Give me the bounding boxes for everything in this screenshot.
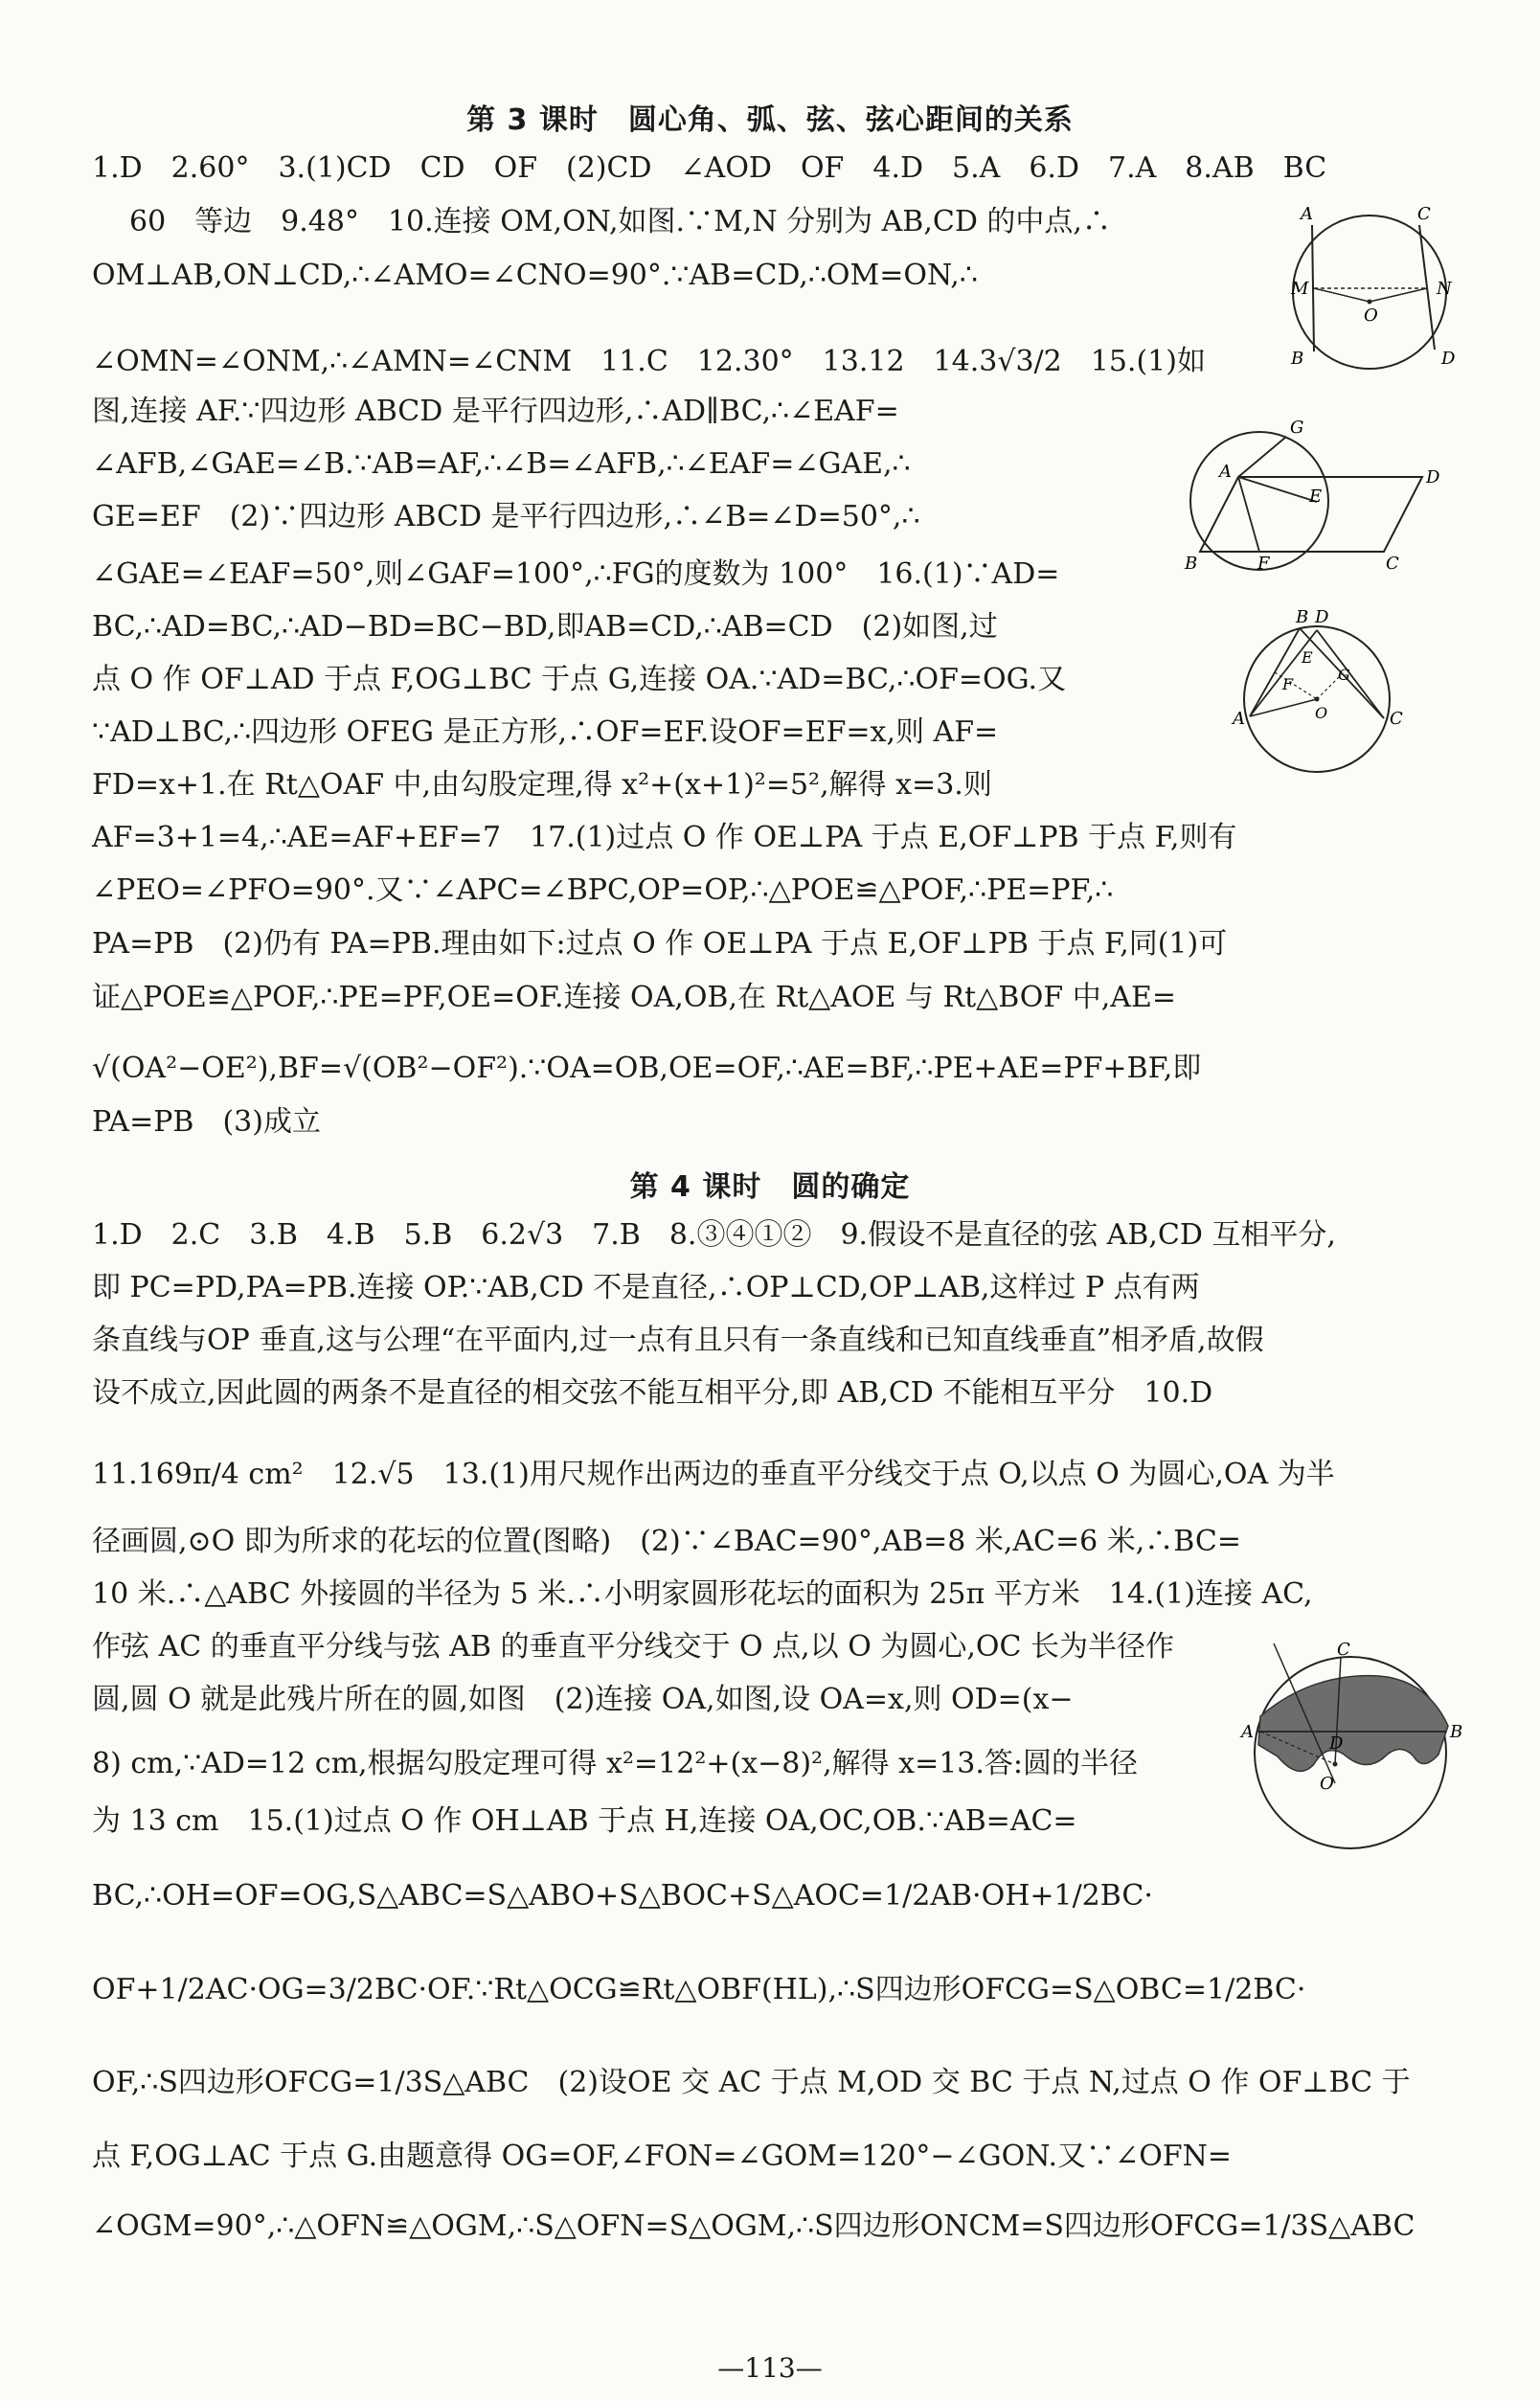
answer-line: 为 13 cm 15.(1)过点 O 作 OH⊥AB 于点 H,连接 OA,OC,OB.∵AB=AC=	[92, 1804, 1077, 1838]
answer-line: PA=PB (2)仍有 PA=PB.理由如下:过点 O 作 OE⊥PA 于点 E,OF⊥PB 于点 F,同(1)可	[92, 927, 1228, 961]
fig3-label: F	[1282, 675, 1294, 693]
answer-line: 10 米.∴△ABC 外接圆的半径为 5 米.∴小明家圆形花坛的面积为 25π 平方米 14.(1)连接 AC,	[92, 1577, 1313, 1611]
answer-line: PA=PB (3)成立	[92, 1105, 321, 1139]
answer-line: √(OA²−OE²),BF=√(OB²−OF²).∵OA=OB,OE=OF,∴AE=BF,∴PE+AE=PF+BF,即	[92, 1052, 1202, 1085]
fig3-label: G	[1338, 666, 1350, 684]
figure-circle-chords	[1274, 196, 1465, 378]
answer-line: 圆,圆 O 就是此残片所在的圆,如图 (2)连接 OA,如图,设 OA=x,则 OD=(x−	[92, 1683, 1074, 1716]
fig3-label: A	[1233, 709, 1245, 729]
fig2-label: A	[1219, 462, 1232, 482]
answer-line: 证△POE≌△POF,∴PE=PF,OE=OF.连接 OA,OB,在 Rt△AOE 与 Rt△BOF 中,AE=	[92, 981, 1176, 1014]
fig3-label: B	[1296, 607, 1309, 627]
figure-broken-circle-fragment	[1235, 1638, 1465, 1858]
fig2-label: E	[1309, 487, 1323, 507]
answer-line: 条直线与OP 垂直,这与公理“在平面内,过一点有且只有一条直线和已知直线垂直”相矛盾,故假	[92, 1324, 1264, 1357]
answer-line: ∵AD⊥BC,∴四边形 OFEG 是正方形,∴OF=EF.设OF=EF=x,则 AF=	[92, 715, 999, 749]
answer-line: 作弦 AC 的垂直平分线与弦 AB 的垂直平分线交于 O 点,以 O 为圆心,OC 长为半径作	[92, 1630, 1174, 1664]
fig2-label: G	[1290, 418, 1304, 438]
figure-parallelogram-circle	[1164, 410, 1441, 573]
fig2-label: B	[1185, 554, 1198, 573]
fig4-label: B	[1450, 1722, 1463, 1742]
fig4-label: C	[1337, 1640, 1350, 1660]
page-number: —113—	[717, 2352, 823, 2384]
fig3-label: C	[1390, 709, 1403, 729]
fig1-label: B	[1291, 349, 1304, 369]
fig1-label: N	[1437, 279, 1452, 299]
fig3-label: O	[1315, 704, 1328, 722]
answer-line: 图,连接 AF.∵四边形 ABCD 是平行四边形,∴AD∥BC,∴∠EAF=	[92, 395, 899, 428]
answer-line: 1.D 2.C 3.B 4.B 5.B 6.2√3 7.B 8.③④①② 9.假设不是直径的弦 AB,CD 互相平分,	[92, 1218, 1336, 1252]
fig2-label: C	[1386, 554, 1399, 573]
section-4-title: 第 4 课时 圆的确定	[629, 1170, 911, 1204]
fig4-label: D	[1329, 1733, 1344, 1754]
fig3-label: E	[1302, 648, 1313, 667]
answer-line: 11.169π/4 cm² 12.√5 13.(1)用尺规作出两边的垂直平分线交于点 O,以点 O 为圆心,OA 为半	[92, 1458, 1335, 1491]
answer-line: BC,∴OH=OF=OG,S△ABC=S△ABO+S△BOC+S△AOC=1/2AB·OH+1/2BC·	[92, 1879, 1153, 1913]
answer-line: 点 O 作 OF⊥AD 于点 F,OG⊥BC 于点 G,连接 OA.∵AD=BC,∴OF=OG.又	[92, 663, 1067, 696]
answer-line: OF+1/2AC·OG=3/2BC·OF.∵Rt△OCG≌Rt△OBF(HL),∴S四边形OFCG=S△OBC=1/2BC·	[92, 1973, 1306, 2006]
answer-line: ∠GAE=∠EAF=50°,则∠GAF=100°,∴FG的度数为 100° 16.(1)∵AD=	[92, 557, 1060, 591]
answer-line: FD=x+1.在 Rt△OAF 中,由勾股定理,得 x²+(x+1)²=5²,解得 x=3.则	[92, 768, 992, 802]
fig4-label: O	[1320, 1774, 1334, 1794]
fig2-label: F	[1257, 554, 1270, 573]
fig1-label: M	[1291, 279, 1309, 299]
answer-line: 设不成立,因此圆的两条不是直径的相交弦不能互相平分,即 AB,CD 不能相互平分 10.D	[92, 1376, 1213, 1410]
fig4-label: A	[1241, 1722, 1254, 1742]
fig1-label: O	[1364, 306, 1378, 326]
section-3-title: 第 3 课时 圆心角、弧、弦、弦心距间的关系	[466, 103, 1074, 137]
answer-line: GE=EF (2)∵四边形 ABCD 是平行四边形,∴∠B=∠D=50°,∴	[92, 500, 920, 533]
answer-line: 8) cm,∵AD=12 cm,根据勾股定理可得 x²=12²+(x−8)²,解得 x=13.答:圆的半径	[92, 1747, 1139, 1780]
answer-line: OF,∴S四边形OFCG=1/3S△ABC (2)设OE 交 AC 于点 M,OD 交 BC 于点 N,过点 O 作 OF⊥BC 于	[92, 2066, 1411, 2099]
answer-line: OM⊥AB,ON⊥CD,∴∠AMO=∠CNO=90°.∵AB=CD,∴OM=ON,∴	[92, 259, 978, 292]
answer-line: ∠AFB,∠GAE=∠B.∵AB=AF,∴∠B=∠AFB,∴∠EAF=∠GAE,∴	[92, 447, 911, 481]
answer-line: ∠PEO=∠PFO=90°.又∵∠APC=∠BPC,OP=OP,∴△POE≌△POF,∴PE=PF,∴	[92, 873, 1114, 907]
answer-line: AF=3+1=4,∴AE=AF+EF=7 17.(1)过点 O 作 OE⊥PA 于点 E,OF⊥PB 于点 F,则有	[92, 821, 1237, 854]
answer-line: 点 F,OG⊥AC 于点 G.由题意得 OG=OF,∠FON=∠GOM=120°−∠GON.又∵∠OFN=	[92, 2140, 1232, 2173]
answer-line: 60 等边 9.48° 10.连接 OM,ON,如图.∵M,N 分别为 AB,CD 的中点,∴	[129, 205, 1111, 238]
fig1-label: C	[1417, 204, 1431, 224]
answer-line: 径画圆,⊙O 即为所求的花坛的位置(图略) (2)∵∠BAC=90°,AB=8 米,AC=6 米,∴BC=	[92, 1525, 1241, 1558]
answer-line: BC,∴AD=BC,∴AD−BD=BC−BD,即AB=CD,∴AB=CD (2)如图,过	[92, 610, 998, 644]
fig3-label: D	[1315, 607, 1329, 627]
fig1-label: D	[1441, 349, 1456, 369]
fig1-label: A	[1301, 204, 1313, 224]
figure-perpendicular-chords	[1221, 603, 1441, 776]
answer-line: ∠OMN=∠ONM,∴∠AMN=∠CNM 11.C 12.30° 13.12 14.3√3/2 15.(1)如	[92, 345, 1206, 378]
fig2-label: D	[1426, 467, 1440, 487]
answer-line: 即 PC=PD,PA=PB.连接 OP.∵AB,CD 不是直径,∴OP⊥CD,OP⊥AB,这样过 P 点有两	[92, 1271, 1200, 1304]
answer-line: 1.D 2.60° 3.(1)CD CD OF (2)CD ∠AOD OF 4.D 5.A 6.D 7.A 8.AB BC	[92, 151, 1327, 185]
answer-line: ∠OGM=90°,∴△OFN≌△OGM,∴S△OFN=S△OGM,∴S四边形ONCM=S四边形OFCG=1/3S△ABC	[92, 2209, 1415, 2243]
